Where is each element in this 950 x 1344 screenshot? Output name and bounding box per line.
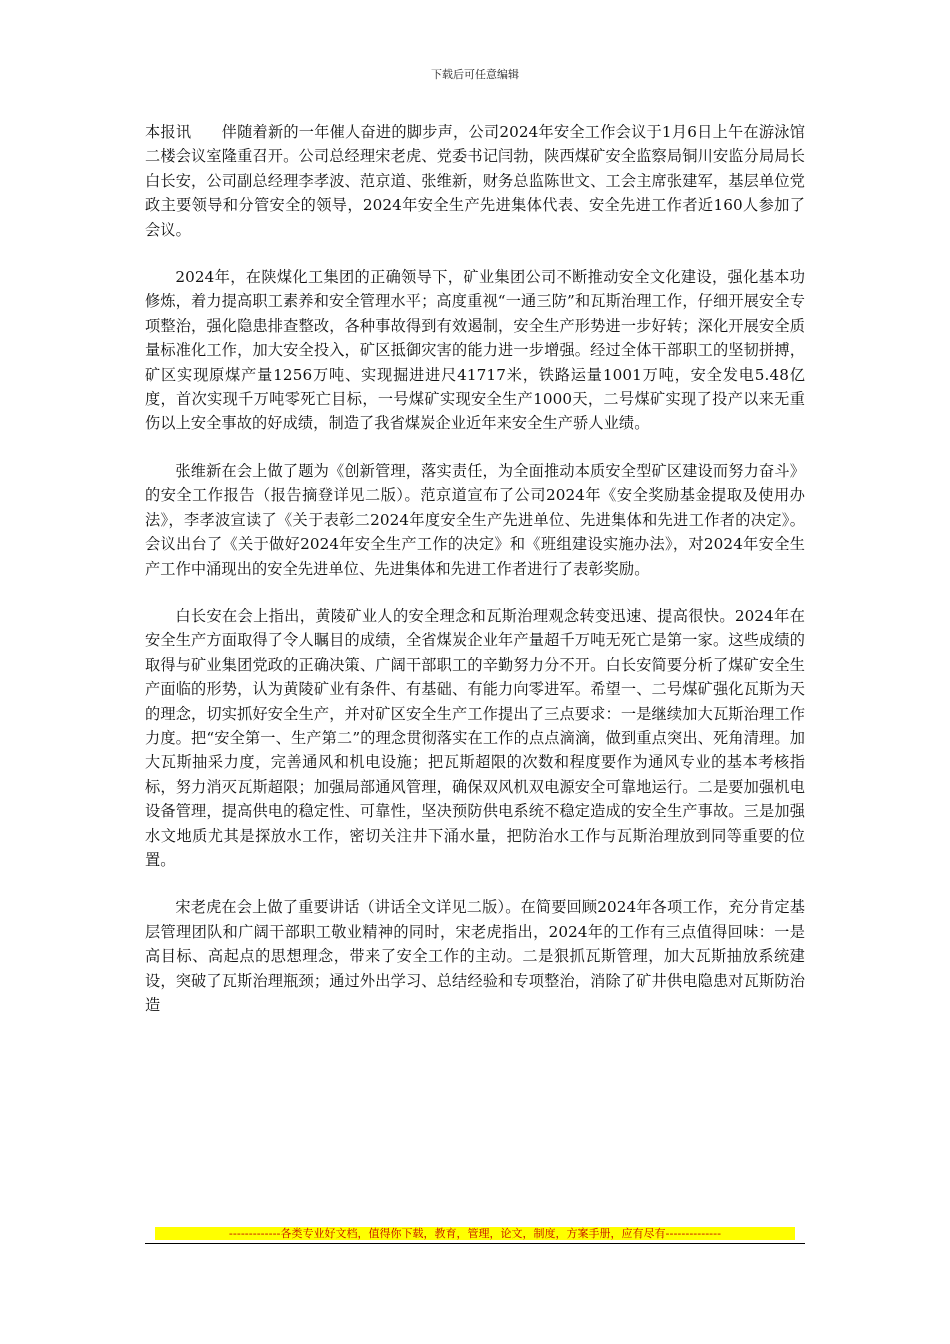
footer-divider bbox=[145, 1243, 805, 1244]
article-body bbox=[145, 120, 805, 1040]
footer-banner: -------------各类专业好文档，值得你下载，教育，管理，论文，制度，方案手册，应有尽有-------------- bbox=[155, 1227, 795, 1240]
article-paragraph-2: 2024年，在陕煤化工集团的正确领导下，矿业集团公司不断推动安全文化建设，强化基本功修炼，着力提高职工素养和安全管理水平；高度重视“一通三防”和瓦斯治理工作，仔细开展安全专项整治，强化隐患排查整改，各种事故得到有效遏制，安全生产形势进一步好转；深化开展安全质量标准化工作，加大安全投入，矿区抵御灾害的能力进一步增强。经过全体干部职工的坚韧拼搏，矿区实现原煤产量1256万吨、实现掘进进尺41717米，铁路运量1001万吨，安全发电5.48亿度，首次实现千万吨零死亡目标，一号煤矿实现安全生产1000天，二号煤矿实现了投产以来无重伤以上安全事故的好成绩，制造了我省煤炭企业近年来安全生产骄人业绩。 bbox=[145, 268, 805, 433]
news-source-label: 本报讯 bbox=[145, 123, 192, 141]
article-paragraph-1 bbox=[145, 120, 805, 242]
page-header: 下载后可任意编辑 bbox=[431, 68, 519, 81]
article-paragraph-3: 张维新在会上做了题为《创新管理，落实责任，为全面推动本质安全型矿区建设而努力奋斗》的安全工作报告（报告摘登详见二版）。范京道宣布了公司2024年《安全奖励基金提取及使用办法》，李孝波宣读了《关于表彰二2024年度安全生产先进单位、先进集体和先进工作者的决定》。会议出台了《关于做好2024年安全生产工作的决定》和《班组建设实施办法》，对2024年安全生产工作中涌现出的安全先进单位、先进集体和先进工作者进行了表彰奖励。 bbox=[145, 461, 805, 578]
page-footer bbox=[145, 1227, 805, 1244]
paragraph-text: 伴随着新的一年催人奋进的脚步声，公司2024年安全工作会议于1月6日上午在游泳馆二楼会议室隆重召开。公司总经理宋老虎、党委书记闫勃，陕西煤矿安全监察局铜川安监分局局长白长安，公司副总经理李孝波、范京道、张维新，财务总监陈世文、工会主席张建军，基层单位党政主要领导和分管安全的领导，2024年安全生产先进集体代表、安全先进工作者近160人参加了会议。 bbox=[145, 123, 805, 239]
article-paragraph-4: 白长安在会上指出，黄陵矿业人的安全理念和瓦斯治理观念转变迅速、提高很快。2024年在安全生产方面取得了令人瞩目的成绩，全省煤炭企业年产量超千万吨无死亡是第一家。这些成绩的取得与矿业集团党政的正确决策、广阔干部职工的辛勤努力分不开。白长安简要分析了煤矿安全生产面临的形势，认为黄陵矿业有条件、有基础、有能力向零进军。希望一、二号煤矿强化瓦斯为天的理念，切实抓好安全生产，并对矿区安全生产工作提出了三点要求：一是继续加大瓦斯治理工作力度。把“安全第一、生产第二”的理念贯彻落实在工作的点点滴滴，做到重点突出、死角清理。加大瓦斯抽采力度，完善通风和机电设施；把瓦斯超限的次数和程度要作为通风专业的基本考核指标，努力消灭瓦斯超限；加强局部通风管理，确保双风机双电源安全可靠地运行。二是要加强机电设备管理，提高供电的稳定性、可靠性，坚决预防供电系统不稳定造成的安全生产事故。三是加强水文地质尤其是探放水工作，密切关注井下涌水量，把防治水工作与瓦斯治理放到同等重要的位置。 bbox=[145, 606, 805, 869]
article-paragraph-5: 宋老虎在会上做了重要讲话（讲话全文详见二版）。在简要回顾2024年各项工作，充分肯定基层管理团队和广阔干部职工敬业精神的同时，宋老虎指出，2024年的工作有三点值得回味：一是高目标、高起点的思想理念，带来了安全工作的主动。二是狠抓瓦斯管理，加大瓦斯抽放系统建设，突破了瓦斯治理瓶颈；通过外出学习、总结经验和专项整治，消除了矿井供电隐患对瓦斯防治造 bbox=[145, 898, 805, 1014]
